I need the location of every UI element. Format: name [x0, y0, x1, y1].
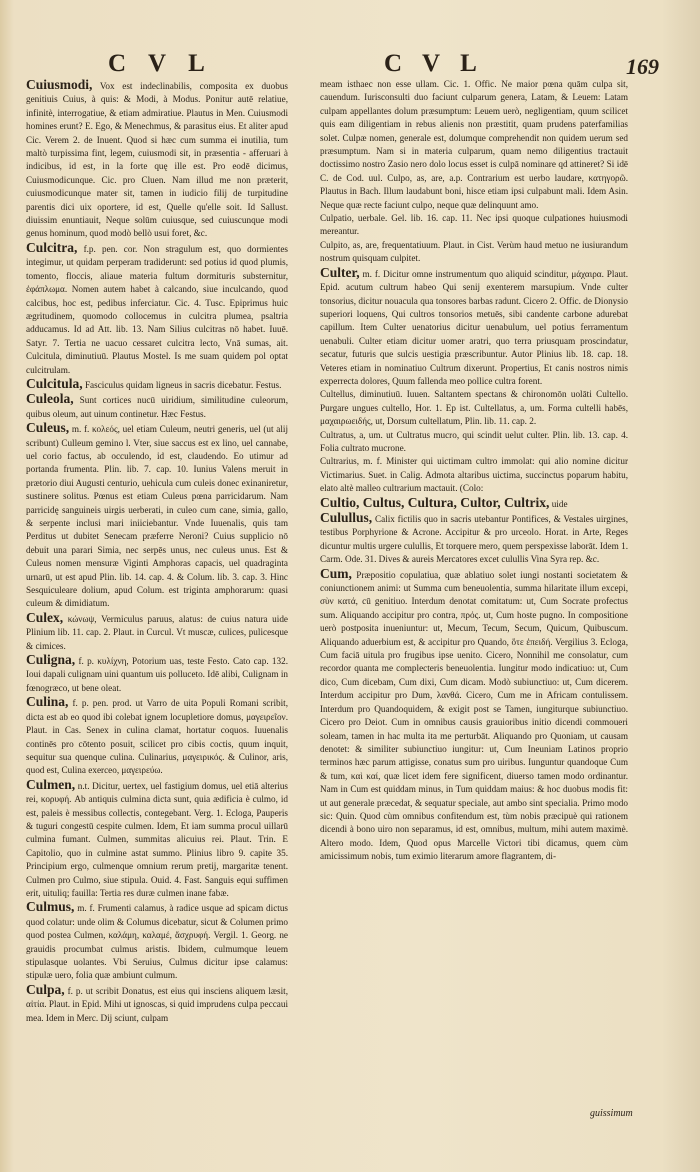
- entry-text: meam isthaec non esse ullam. Cic. 1. Offic. Ne maior pœna quām culpa sit, cauendum. Iurisconsulti duo faciunt culparum genera, Latam, & Leuem: Latam culpam appellantes dolum præsumptum: Leuem uerò, negligentiam, quum scilicet quis eam diligentiam in rebus alienis non præstitit, quam prudens paterfamilias solet. Culpæ nomen, generale est, dolumque comprehendit non quidem uerum sed præsumptum. Nam si in materia culparum, quam nemo diligentius tractauit doctissimo nostro Zasio nero dolo locus esset is culpā nominare qd attineret? Si idē C. de Cod. uul. Culpo, as, are, a.p. Contrarium est uerbo laudare, κατηγορῶ. Plautus in Bach. Illum laudabunt boni, hisce etiam ipsi culpabunt mali. Idem Asin. Neque quæ recte faciunt culpo, neque quæ delinquunt amo.: [320, 79, 628, 210]
- entry-text: f.p. pen. cor. Non stragulum est, quo dormientes integimur, ut quidam perperam tradiderunt: sed potius id quod plumis, tomento, floccis, aliaue materia fultum dormituris substernitur, ἐφάπλωμα. Nomen autem habet à calcando, siue inculcando, quod calcibus, hoc est, pedibus inferciatur. Cic. 4. Tusc. Epiprimus huic ægritudinem, quomodo collocemus in culcitra plumea, psaltria adducamus. Id ad Att. lib. 13. Nam Silius culcitras nō habet. Iuuē. Satyr. 7. Tertia ne uacuo cessaret culcitra lecto, Vnā sumas, ait. Culcitula, diminutiuū. Plautus Mostel. Is me suam quidem pol optat culcitrulam.: [26, 243, 288, 375]
- left-column: [26, 78, 288, 1108]
- entry-text: Culpito, as, are, frequentatiuum. Plaut. in Cist. Verùm haud metuo ne iusiurandum nostrum quisquam culpitet.: [320, 239, 628, 264]
- entry-text: Fasciculus quidam ligneus in sacris dicebatur. Festus.: [82, 379, 282, 390]
- entry-text: m. f. κολεός, uel etiam Culeum, neutri generis, uel (ut alij scribunt) Culleum gemino l. Vter, siue saccus est ex lino, uel cannabe, uel corio factus, ab occulendo, id est, claudendo. Eo utimur ad portanda frumenta. Plin. lib. 7. cap. 10. Iunius Valens meruit in prætorio diui Augusti centurio, uehicula cum culeis donec exinaniretur, sustinere solitus. Pœnus est etiam Culeus pœna parricidarum. Nam parricidę sanguineis uirgis uerberati, in culeo cum cane, simia, gallo, & serpente inclusi mari iniiciebantur. Vnde Iuuenalis, quis tam Perditus ut dubitet Senecam præferre Neroni? Cuius supplicio nō debuit una parari Simia, nec serpēs unus, nec culeus unus. Est & Culeus nomen mensuræ Viginti Amphoras capacis, uel quadraginta urnarū, ut est apud Plin. lib. 14. cap. 4. & Colum. lib. 3. cap. 3. Hinc Sesquiculeare dolium, apud Colum. est triginta amphorarum: quasi culeum & dimidiatum.: [26, 424, 288, 609]
- entry-text: m. f. Frumenti calamus, à radice usque ad spicam dictus quod colatur: unde olim & Columus dicebatur, sicut & Columen primo quod postea Culmen, καλάμη, καλαμέ, ἄσχρυφή. Vergil. 1. Georg. ne grauidis procumbat culmus aristis. Ibidem, culmumque leuem stipulasque uolantes. Vbi Seruius, Culmus dicitur ipse calamus: stipulæ uero, folia quæ ambiunt culmum.: [26, 903, 288, 981]
- dictionary-entry: [320, 78, 628, 212]
- entry-headword: Culpa,: [26, 981, 65, 997]
- entry-text: Culpatio, uerbale. Gel. lib. 16. cap. 11. Nec ipsi quoque culpationes huiusmodi mereantur.: [320, 213, 628, 237]
- entry-text: n.t. Dicitur, uertex, uel fastigium domus, uel etiā alterius rei, κορυφή. Ab antiquis culmina dicta sunt, quia ædificia è culmo, id est, paleis è messibus collectis, contegebant. Verg. 1. Ecloga, Pauperis & tuguri congestū cespite culmen. Idem, Et iam summa procul uillarū culmina fumant. Culmen, summitas alicuius rei. Plaut. Trin. E Capitolio, quo in culmine astat summo. Plinius libro 9. capite 35. Principium ergo, culmenque omnium rerum pretij, margaritæ tenent. Culmen pro Culmo, siue stipula. Ouid. 4. Fast. Sanguis equi suffimen erit, uituliq; fauilla: Tertia res duræ culmen inane fabæ.: [26, 780, 288, 898]
- dictionary-entry: [320, 239, 628, 266]
- page-edge-shade: [662, 0, 700, 1172]
- dictionary-entry: [26, 778, 288, 901]
- dictionary-entry: [26, 695, 288, 777]
- dictionary-entry: [26, 421, 288, 611]
- entry-headword: Culex,: [26, 609, 64, 625]
- entry-headword: Culmus,: [26, 899, 75, 915]
- entry-text: Sunt cortices nucū uiridium, similitudine culeorum, quibus oleum, aut uinum continetur. Hæc Festus.: [26, 395, 288, 419]
- entry-headword: Culigna,: [26, 652, 76, 668]
- dictionary-entry: [320, 388, 628, 428]
- entry-headword: Culeola,: [26, 391, 74, 407]
- dictionary-entry: [320, 429, 628, 456]
- header-left: CVL: [108, 50, 227, 77]
- entry-headword: Culcitula,: [26, 375, 83, 391]
- running-header: [0, 50, 700, 80]
- header-right: CVL: [384, 50, 497, 77]
- entry-headword: Cultio, Cultus, Cultura, Cultor, Cultrix,: [320, 494, 550, 510]
- entry-text: Cultrarius, m. f. Minister qui uictimam cultro immolat: qui alio nomine dicitur Victimarius. Suet. in Calig. Admota altaribus uictima, succinctus poparum habitu, elato altè malleo cultrarium mactauit. (Colo:: [320, 456, 628, 494]
- entry-headword: Culmen,: [26, 776, 76, 792]
- dictionary-entry: [26, 241, 288, 377]
- entry-text: f. p. pen. prod. ut Varro de uita Populi Romani scribit, dicta est ab eo quod ibi colebat ignem locupletiore domus, μαγειρεῖον. Plaut. in Cas. Senex in culina clamat, hortatur coquos. Iuuenalis continēs pro cōtento posuit, scilicet pro cibis coctis, quum inquit, sequitur sua quenque culina. Culinarius, μαγειρικός. & Culinor, aris, quod est, Culina exerceo, μαγειρεύω.: [26, 698, 288, 776]
- dictionary-entry: [26, 78, 288, 241]
- entry-headword: Culullus,: [320, 510, 373, 525]
- entry-headword: Culina,: [26, 694, 69, 710]
- entry-text: Cultellus, diminutiuū. Iuuen. Saltantem spectans & chironomōn uolāti Cultello. Purgare ungues cultello, Hor. 1. Ep ist. Cultellatus, a, um. Forma cultelli habēs, μαχαιρωειδής, ut, Dorsum cultellatum, Plin. lib. 11. cap. 2.: [320, 389, 628, 427]
- dictionary-entry: [26, 377, 288, 392]
- dictionary-entry: [26, 392, 288, 421]
- dictionary-entry: [26, 653, 288, 695]
- dictionary-entry: [320, 511, 628, 567]
- entry-headword: Cuiusmodi,: [26, 78, 93, 92]
- dictionary-entry: [320, 567, 628, 864]
- entry-text: f. p. ut scribit Donatus, est eius qui insciens aliquem læsit, αἰτία. Plaut. in Epid. Mihi ut ignoscas, si quid imprudens culpa peccaui mea. Idem in Merc. Dij sciunt, culpam: [26, 985, 288, 1023]
- dictionary-entry: [26, 983, 288, 1025]
- entry-text: Vox est indeclinabilis, composita ex duobus genitiuis Cuius, à quis: & Modi, à Modus. Ponitur autē relatiue, infinitè, interrogatiue, & etiam admiratiue. Plautus in Men. Cuiusmodi homines erunt? E. Ego, & Menechmus, & parasitus eius. Et aliter apud Cic. Verem 2. de Inuent. Quod si hæc cum summa ei inutilia, tum maltò turpissima fint, legem, cuiusmodi sit, in præsentia - afferuari à indicibus, id est, in la forte quę ille est. Pro eodē dicimus, Cuiusmodicunque. Cic. pro Cluen. Nam illud me non præterit, cuiusmodicunque mater sit, tamen in iudicio filij de turpitudine parentis dici uix oportere, id est, Quelle qu'elle soit. Id Sallust. diuissim enuntiauit, Neque solūm cuiusque, sed cuiuscunque modi genus hominum, quod modò bellò usui foret, &c.: [26, 81, 288, 239]
- entry-text: m. f. Dicitur omne instrumentum quo aliquid scinditur, μάχαιρα. Plaut. Epid. acutum cultrum habeo Qui senij exenterem marsupium. Vnde culter tonsorius, dicitur nouacula qua tonsores barbas radunt. Cicero 2. Offic. de Dionysio superiori loquens, Qui cultros tonsorios metuēs, sibi candente carbone adurebat capillum. Item Culter uenatorius dicitur uenabulum, uel potius ferramentum uenabuli. Culter etiam dicitur uomer aratri, quo terra priusquam proscindatur, secatur, futuris que sulcis uestigia præscribuntur. Autor Plinius lib. 18. cap. 18. Veteres etiam in nominatiuo Cultrum dixerunt. Propertius, Et canis nostros nimis experrecta dolores, Quum fallenda meo pollice cultra forent.: [320, 268, 628, 386]
- dictionary-entry: [320, 455, 628, 495]
- dictionary-entry: [26, 611, 288, 653]
- entry-text: Cultratus, a, um. ut Cultratus mucro, qui scindit uelut culter. Plin. lib. 13. cap. 4. Folia cultrato mucrone.: [320, 429, 628, 453]
- entry-text: uide: [549, 498, 568, 509]
- dictionary-entry: [320, 496, 628, 511]
- entry-headword: Culeus,: [26, 420, 70, 436]
- right-column: [320, 78, 628, 1108]
- page-number: 169: [626, 54, 659, 79]
- entry-text: Calix fictilis quo in sacris utebantur Pontifices, & Vestales uirgines, testibus Porphyrione & Acrone. Accipitur & pro urceolo. Horat. in Arte, Reges dicuntur multis urgere culullis, Et torquere mero, quem perspexisse laborāt. Idem 1. Carm. Ode. 31. Dives & aureis Mercatores excet culullis Vina Syra rep. &c.: [320, 514, 628, 565]
- dictionary-entry: [320, 212, 628, 239]
- entry-text: f. p. κυλίχνη, Potorium uas, teste Festo. Cato cap. 132. Ioui dapali culignam uini quantum uis polluceto. Idē alibi, Culignam in fœnogræco, ut bene oleat.: [26, 656, 288, 693]
- entry-headword: Culter,: [320, 264, 360, 280]
- dictionary-entry: [26, 900, 288, 982]
- entry-headword: Cum,: [320, 565, 352, 581]
- catchword: guissimum: [590, 1108, 633, 1119]
- dictionary-entry: [320, 266, 628, 389]
- entry-text: κώνωψ, Vermiculus paruus, alatus: de cuius natura uide Plinium lib. 11. cap. 2. Plaut. in Curcul. Vt muscæ, culices, pulicesque & cimices.: [26, 613, 288, 651]
- entry-text: Præpositio copulatiua, quæ ablatiuo solet iungi nostanti societatem & coniunctionem animi: ut Summa cum beneuolentia, summa hilaritate illum excepi, σὺν κατά, cū genitiuo. Interdum denotat comitatum: ut, Cum Socrate profectus sum. Aliquando accipitur pro contra, πρός. ut, Cum hoste pugno. In compositione uerò postposita inueniuntur: ut, Mecum, Tecum, Secum, Quicum, Quibuscum. Aliquando aduerbium est, & accipitur pro Quando, ὅτε ἐπειδή. Vergilius 3. Ecloga, Cum faciā uitula pro frugibus ipse uenito. Cicero, Nonnihil me consolatur, cum recordor quanta me complecteris beneuolentia. Iungitur modo indicatiuo: ut, Cum dico, Cum dicebam, Cum dixi, Cum dicam. Modò subiunctiuo: ut, Cum dicerem. Interdum accipitur pro Dum, λανθά. Cicero, Cum me in Africam contulissem. Interdum pro Quandoquidem, & exigit post se Tamen, iungiturque subiunctiuo. Cicero pro Deiot. Cum in omnibus causis grauioribus initio dicendi commoueri soleam, tamen in hac multa ita me perturbāt. Aliquando pro Quoniam, ut causam denotet: & similiter subiunctiuo iungitur: ut, Cum Ineuniam Latinos proprio terminos hæc parum attigisse, conatus sum pro uiribus. Iunguntur quandoque Cum & tum, καὶ καί, quæ licet idem fere significent, diuerso tamen modo ordinantur. Nam in Cum est quiddam minus, in Tum quiddam maius: & hoc duobus modis fit: ut aut generale præcedat, & sequatur speciale, aut ambo sint specialia. Primo modo sic: Quin. Quod cùm omnibus confitendum est, tùm nobis præcipuè qui rationem dicendi à bono uiro non separamus, id est, omnibus, multum, mihi autem maximè. Altero modo. Idem, Quod opus Marcelle Victori tibi dicamus, quem cùm amicissimum nobis, tum eximio literarum amore flagrantem, di-: [320, 569, 628, 862]
- entry-headword: Culcitra,: [26, 239, 78, 255]
